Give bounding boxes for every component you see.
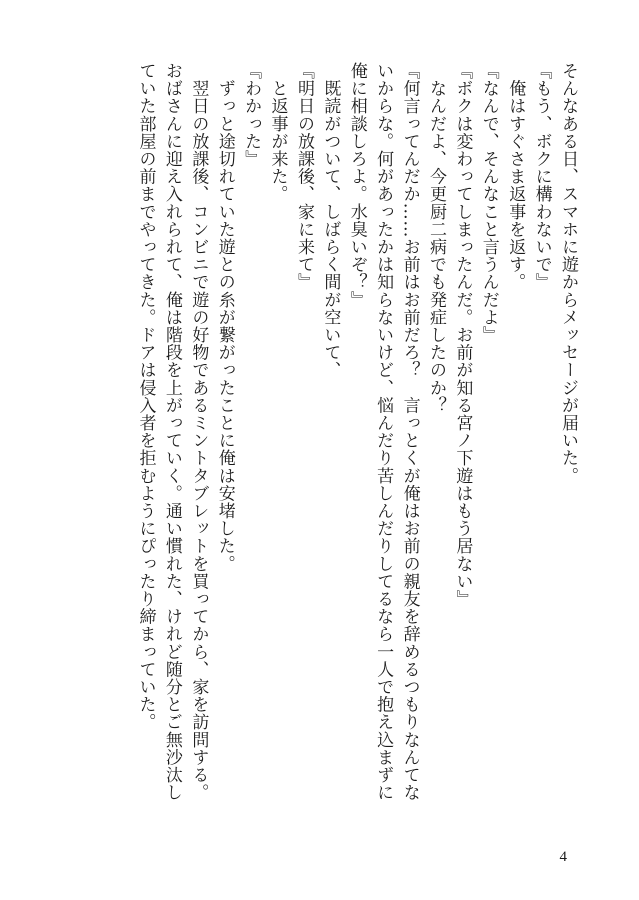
text-line: 俺はすぐさま返事を返す。	[505, 62, 526, 291]
text-line: そんなある日、スマホに遊からメッセージが届いた。	[558, 62, 578, 485]
text-line: 『もう、ボクに構わないで』	[531, 62, 552, 291]
text-line: 『ボクは変わってしまったんだ。お前が知る宮ノ下遊はもう居ない』	[452, 62, 473, 608]
text-line: ずっと途切れていた遊との糸が繋がったことに俺は安堵した。	[214, 62, 235, 573]
text-line: おばさんに迎え入れられて、俺は階段を上がっていく。通い慣れた、けれど随分とご無沙汰し	[161, 62, 182, 802]
text-line: 『何言ってんだか……お前はお前だろ？ 言っとくが俺はお前の親友を辞めるつもりなんてな	[399, 62, 420, 802]
text-line: 『わかった』	[241, 62, 262, 168]
text-line: 既読がついて、しばらく間が空いて、	[320, 62, 341, 379]
text-line: ていた部屋の前までやってきた。ドアは侵入者を拒むようにぴったり締まっていた。	[135, 62, 156, 731]
text-line: と返事が来た。	[267, 62, 288, 203]
text-line: 翌日の放課後、コンビニで遊の好物であるミントタブレットを買ってから、家を訪問する。	[188, 62, 209, 802]
text-line: 俺に相談しろよ。水臭いぞ？』	[346, 62, 367, 309]
body-text	[132, 62, 581, 802]
text-line: 『なんで、そんなこと言うんだよ』	[478, 62, 499, 344]
text-line: なんだよ、今更厨二病でも発症したのか？	[425, 62, 446, 414]
text-line: 『明日の放課後、家に来て』	[293, 62, 314, 291]
page-number: 4	[559, 849, 567, 865]
text-line: いからな。何があったかは知らないけど、悩んだり苦しんだりしてるなら一人で抱え込まずに	[373, 62, 394, 802]
